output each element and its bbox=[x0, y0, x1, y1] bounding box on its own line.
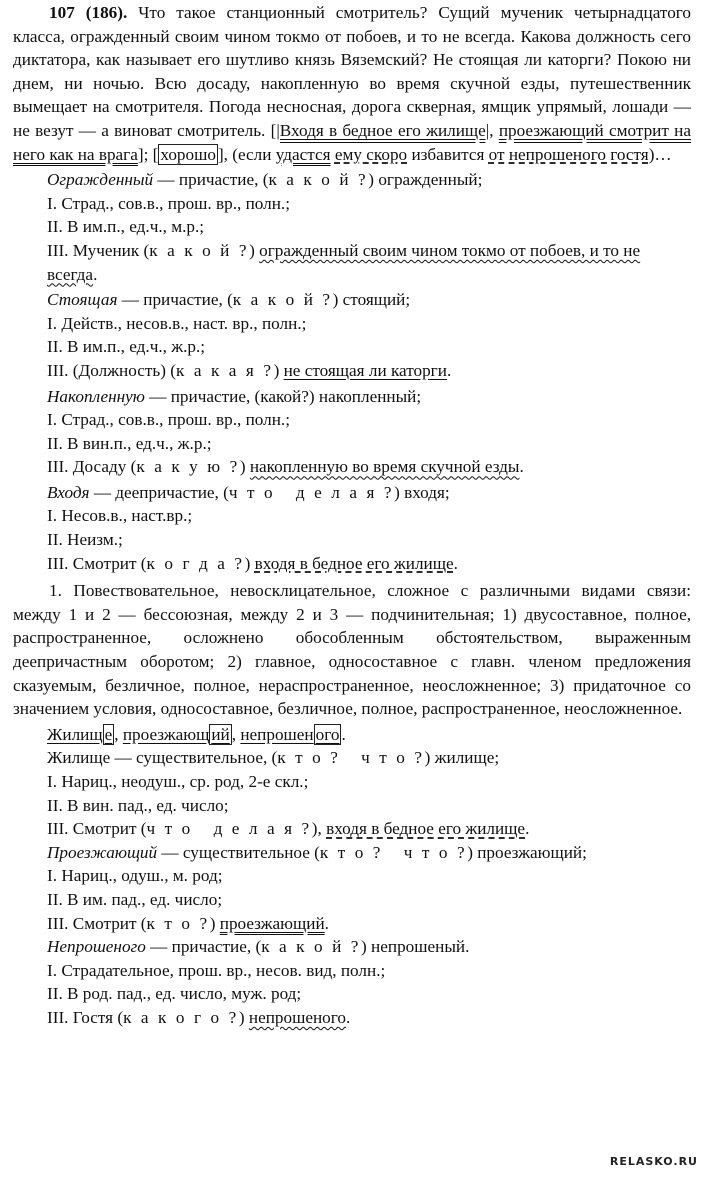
site-watermark: RELASKO.RU bbox=[609, 1155, 698, 1168]
main-clause: проезжающий смотрит на него как на врага bbox=[13, 120, 691, 164]
block-question: к а к о й ? bbox=[232, 290, 333, 310]
l3-phrase: проезжающий bbox=[219, 913, 325, 933]
block-title-rest: — деепричастие, ( bbox=[89, 482, 229, 502]
textbook-page bbox=[13, 0, 691, 1030]
morpheme-line bbox=[13, 723, 691, 747]
l3-mid: ) bbox=[273, 360, 284, 380]
l3-question: ч т о д е л а я ? bbox=[146, 819, 312, 839]
l3-end: . bbox=[519, 457, 524, 477]
morph-ending: ого bbox=[315, 724, 340, 744]
l3-phrase: накопленную во время скучной езды bbox=[249, 457, 520, 477]
l3-mid: ) bbox=[209, 913, 220, 933]
l3-end: . bbox=[93, 264, 98, 284]
block-title-rest: — причастие, ( bbox=[145, 937, 262, 957]
block-title-rest: — существительное ( bbox=[157, 842, 320, 862]
block-title-end: ) огражденный; bbox=[368, 170, 483, 190]
block-title-word: Непрошеного bbox=[47, 937, 146, 957]
block-line-3 bbox=[13, 1006, 691, 1030]
analysis-block-2 bbox=[13, 288, 691, 382]
l3-mid: ) bbox=[239, 457, 250, 477]
block-line-2: II. В им. пад., ед. число; bbox=[47, 889, 223, 909]
block-line-2: II. В род. пад., ед. число, муж. род; bbox=[47, 984, 302, 1004]
analysis-block-3 bbox=[13, 385, 691, 479]
adverbial-word: ему скоро bbox=[334, 144, 408, 164]
block-title-word: Проезжающий bbox=[47, 842, 158, 862]
punct: )… bbox=[648, 144, 672, 164]
block-line-2: II. В им.п., ед.ч., ж.р.; bbox=[47, 337, 206, 357]
block-title-rest: — существительное, ( bbox=[110, 748, 278, 768]
object-phrase: от непрошеного гостя bbox=[488, 144, 649, 164]
punct: . bbox=[341, 724, 346, 744]
noun-block-1 bbox=[13, 746, 691, 840]
l3-question: к а к а я ? bbox=[175, 360, 274, 380]
analysis-block-1 bbox=[13, 168, 691, 286]
block-question: к а к о й ? bbox=[261, 937, 362, 957]
block-line-3 bbox=[13, 359, 691, 383]
block-question: к а к о й ? bbox=[268, 170, 369, 190]
block-line-2: II. В вин. пад., ед. число; bbox=[47, 795, 229, 815]
participle-block bbox=[13, 935, 691, 1029]
block-line-1: I. Нариц., одуш., м. род; bbox=[47, 866, 223, 886]
morph-ending: е bbox=[104, 724, 113, 744]
l3-phrase: входя в бедное его жилище bbox=[326, 819, 526, 839]
block-title-rest: — причастие, (какой?) накопленный; bbox=[144, 386, 422, 406]
block-title-end: ) жилище; bbox=[424, 748, 500, 768]
morph-word-1 bbox=[47, 724, 114, 745]
block-line-2: II. Неизм.; bbox=[47, 530, 123, 550]
block-line-1: I. Действ., несов.в., наст. вр., полн.; bbox=[47, 313, 307, 333]
block-question: ч т о д е л а я ? bbox=[228, 482, 395, 502]
l3-phrase: не стоящая ли каторги bbox=[283, 360, 447, 380]
block-title-word: Накопленную bbox=[47, 386, 145, 406]
morph-stem: проезжающ bbox=[122, 724, 210, 744]
block-title-rest: — причастие, ( bbox=[153, 170, 269, 190]
block-title-end: ) стоящий; bbox=[332, 290, 411, 310]
l3-mid: ) bbox=[249, 240, 260, 260]
morph-ending: ий bbox=[211, 724, 230, 744]
block-line-1: I. Несов.в., наст.вр.; bbox=[47, 506, 193, 526]
l3-mid: ) bbox=[238, 1007, 249, 1027]
l3-end: . bbox=[324, 913, 329, 933]
analysis-block-4 bbox=[13, 481, 691, 575]
l3-end: . bbox=[345, 1007, 351, 1027]
block-question: к т о ? ч т о ? bbox=[319, 842, 468, 862]
block-line-1: I. Страд., сов.в., прош. вр., полн.; bbox=[47, 410, 290, 430]
block-line-2: II. В им.п., ед.ч., м.р.; bbox=[47, 217, 205, 237]
sentence-analysis: 1. Повествовательное, невосклицательное, сложное с различными видами связи: между 1 и 2 — бессоюзная, между 2 и 3 — подчинительная; 1) двусоставное, полное, распространенное, осложнено обособленным обстоятельством, выраженным деепричастным оборотом; 2) главное, односоставное с главн. членом предложения сказуемым, безличное, полное, нераспространенное, неосложненное; 3) придаточное со значением условия, односоставное, безличное, полное, распространенное, неосложненное. bbox=[13, 581, 691, 719]
l3-end: . bbox=[453, 553, 458, 573]
l3-prefix: III. Смотрит ( bbox=[47, 819, 147, 839]
l3-question: к о г д а ? bbox=[146, 553, 245, 573]
l3-prefix: III. Досаду ( bbox=[47, 457, 137, 477]
block-title-word: Стоящая bbox=[47, 290, 118, 310]
predicate-word: удастся bbox=[275, 144, 331, 164]
exercise-number: 107 (186). bbox=[49, 3, 128, 22]
morph-word-2 bbox=[123, 724, 232, 745]
l3-prefix: III. (Должность) ( bbox=[47, 360, 176, 380]
l3-question: к а к у ю ? bbox=[136, 457, 240, 477]
block-line-3 bbox=[13, 552, 691, 576]
l3-prefix: III. Гостя ( bbox=[47, 1007, 124, 1027]
block-line-3 bbox=[13, 817, 691, 841]
punct: , bbox=[231, 724, 241, 744]
l3-mid: ), bbox=[311, 819, 327, 839]
block-line-1: I. Нариц., неодуш., ср. род, 2-е скл.; bbox=[47, 772, 309, 791]
l3-question: к а к о й ? bbox=[149, 240, 250, 260]
block-line-3 bbox=[13, 455, 691, 479]
morph-stem: непрошен bbox=[240, 724, 314, 744]
l3-phrase: входя в бедное его жилище bbox=[254, 553, 454, 573]
l3-question: к т о ? bbox=[146, 913, 210, 933]
l3-prefix: III. Смотрит ( bbox=[47, 553, 147, 573]
l3-prefix: III. Мученик ( bbox=[47, 240, 150, 260]
block-line-3 bbox=[13, 239, 691, 286]
block-title-word: Жилище bbox=[47, 748, 111, 768]
block-title-rest: — причастие, ( bbox=[117, 290, 233, 310]
noun-block-2 bbox=[13, 841, 691, 935]
punct: ], (если bbox=[217, 144, 276, 164]
block-title-end: ) входя; bbox=[394, 482, 450, 502]
morph-word-3 bbox=[240, 724, 341, 745]
l3-phrase: огражденный своим чином токмо от побоев, и то не всегда bbox=[47, 240, 641, 284]
punct: , bbox=[114, 724, 123, 744]
block-title-word: Входя bbox=[47, 482, 90, 502]
block-line-1: I. Страдательное, прош. вр., несов. вид, полн.; bbox=[47, 960, 386, 980]
l3-prefix: III. Смотрит ( bbox=[47, 913, 147, 933]
morph-stem: Жилищ bbox=[47, 724, 103, 744]
block-title-end: ) непрошеный. bbox=[361, 937, 470, 957]
verb-word: избавится bbox=[407, 144, 489, 164]
block-line-1: I. Страд., сов.в., прош. вр., полн.; bbox=[47, 193, 290, 213]
block-line-2: II. В вин.п., ед.ч., ж.р.; bbox=[47, 433, 212, 453]
l3-question: к а к о г о ? bbox=[123, 1007, 239, 1027]
punct: , bbox=[489, 120, 499, 140]
l3-end: . bbox=[525, 819, 530, 839]
block-title-end: ) проезжающий; bbox=[467, 842, 587, 862]
block-question: к т о ? ч т о ? bbox=[277, 748, 425, 768]
exercise-sentence: Что такое станционный смотритель? Сущий мученик четырнадцатого класса, огражденный своим чином токмо от побоев, и то не всегда. Какова должность сего диктатора, как называет его шутливо князь Вяземский? Не стоящая ли каторги? Покою ни днем, ни ночью. Всю досаду, накопленную во время скучной езды, путешественник вымещает на смотрителя. Погода несносная, дорога скверная, ямщик упрямый, лошади — не везут — а виноват смотритель. [ bbox=[13, 3, 692, 140]
block-title-word: Огражденный bbox=[47, 170, 154, 190]
l3-end: . bbox=[446, 360, 452, 380]
block-line-3 bbox=[13, 912, 691, 936]
adverbial-phrase: |Входя в бедное его жилище| bbox=[276, 120, 490, 140]
predicate-box: хорошо bbox=[160, 144, 216, 164]
punct: ]; [ bbox=[137, 144, 159, 164]
exercise-text bbox=[13, 1, 691, 166]
l3-phrase: непрошеного bbox=[248, 1007, 346, 1027]
l3-mid: ) bbox=[244, 553, 255, 573]
